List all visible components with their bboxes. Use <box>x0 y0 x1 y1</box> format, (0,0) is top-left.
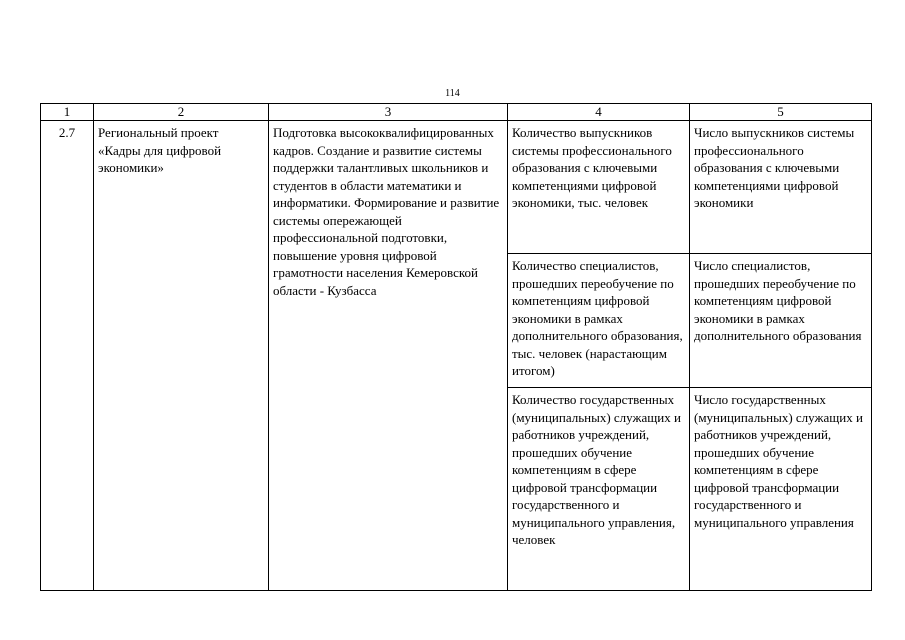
column-header-5: 5 <box>690 104 872 121</box>
project-description: Подготовка высококвалифицированных кадров. Создание и развитие системы поддержки талантливых школьников и студентов в области математики и информатики. Формирование и развитие системы опережающей профессиональной подготовки, повышение уровня цифровой грамотности населения Кемеровской области - Кузбасса <box>269 121 508 591</box>
column-header-4: 4 <box>508 104 690 121</box>
indicator-name: Количество специалистов, прошедших переобучение по компетенциям цифровой экономики в рамках дополнительного образования, тыс. человек (нарастающим итогом) <box>508 254 690 388</box>
page-number: 114 <box>445 88 460 99</box>
table-row <box>41 121 872 254</box>
indicator-name: Количество выпускников системы профессионального образования с ключевыми компетенциями цифровой экономики, тыс. человек <box>508 121 690 254</box>
column-header-3: 3 <box>269 104 508 121</box>
column-header-1: 1 <box>41 104 94 121</box>
column-header-2: 2 <box>94 104 269 121</box>
indicator-name: Количество государственных (муниципальных) служащих и работников учреждений, прошедших обучение компетенциям в сфере цифровой трансформации государственного и муниципального управления, человек <box>508 388 690 591</box>
project-name: Региональный проект «Кадры для цифровой экономики» <box>94 121 269 591</box>
row-number: 2.7 <box>41 121 94 591</box>
header-row <box>41 104 872 121</box>
indicators-table <box>40 103 872 591</box>
indicator-definition: Число специалистов, прошедших переобучение по компетенциям цифровой экономики в рамках дополнительного образования <box>690 254 872 388</box>
indicator-definition: Число выпускников системы профессионального образования с ключевыми компетенциями цифровой экономики <box>690 121 872 254</box>
indicator-definition: Число государственных (муниципальных) служащих и работников учреждений, прошедших обучение компетенциям в сфере цифровой трансформации государственного и муниципального управления <box>690 388 872 591</box>
